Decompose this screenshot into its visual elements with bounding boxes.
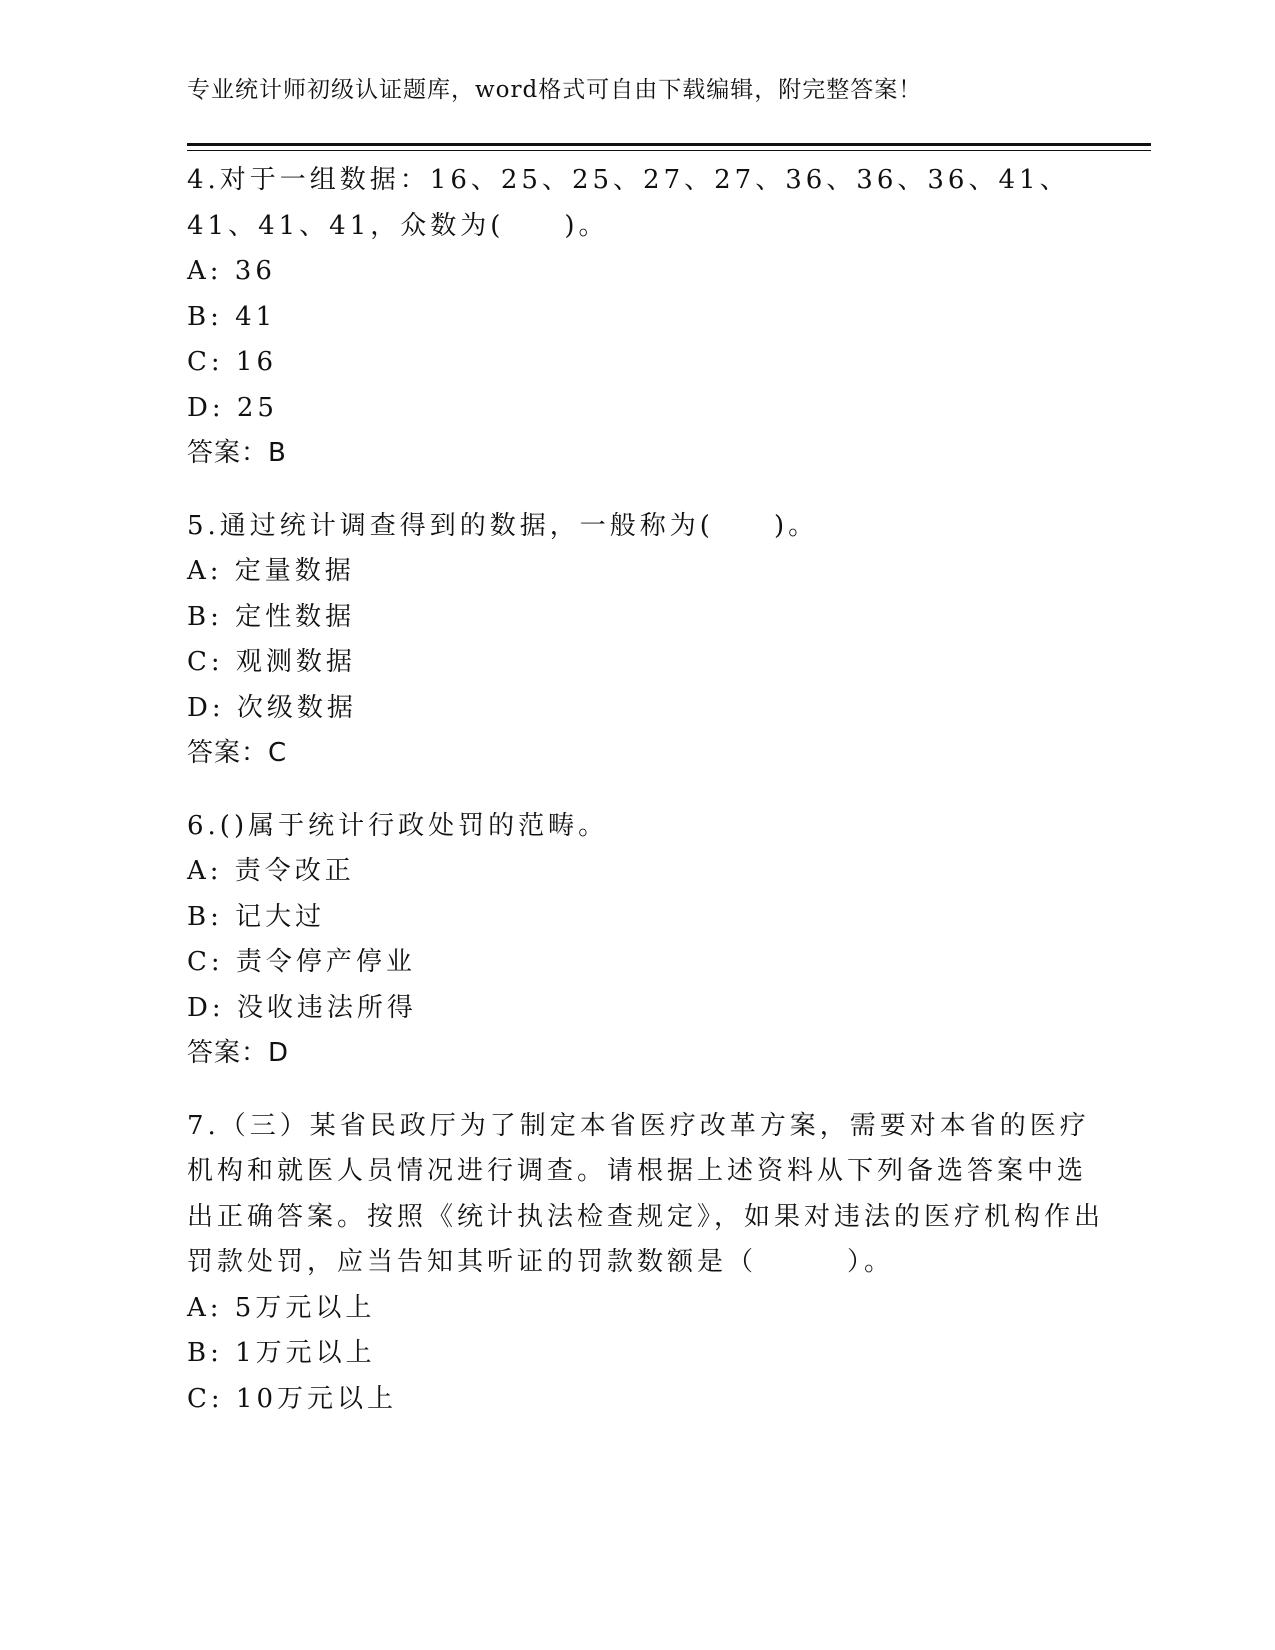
question-7: [187, 1104, 1107, 1423]
question-stem: 7.（三）某省民政厅为了制定本省医疗改革方案，需要对本省的医疗机构和就医人员情况进行调查。请根据上述资料从下列备选答案中选出正确答案。按照《统计执法检查规定》，如果对违法的医疗机构作出罚款处罚，应当告知其听证的罚款数额是（ ）。: [187, 1110, 1105, 1277]
option-d: D: 次级数据: [187, 692, 357, 723]
option-a: A: 5万元以上: [187, 1292, 376, 1323]
option-b: B: 记大过: [187, 901, 326, 932]
option-c: C: 10万元以上: [187, 1383, 398, 1414]
option-b: B: 41: [187, 301, 277, 332]
question-4: [187, 158, 1107, 477]
header-divider: [187, 143, 1151, 151]
question-5: [187, 504, 1107, 777]
option-c: C: 观测数据: [187, 647, 356, 677]
answer-line: 答案：B: [187, 438, 287, 468]
question-6: [187, 804, 1107, 1077]
question-list: [187, 158, 1107, 1449]
option-b: B: 定性数据: [187, 601, 356, 632]
answer-line: 答案：D: [187, 1038, 290, 1068]
question-stem: 5.通过统计调查得到的数据，一般称为( )。: [187, 510, 819, 541]
option-a: A: 责令改正: [187, 856, 355, 886]
option-c: C: 16: [187, 347, 278, 377]
option-a: A: 36: [187, 256, 276, 286]
option-d: D: 25: [187, 392, 278, 423]
option-b: B: 1万元以上: [187, 1338, 376, 1368]
option-d: D: 没收违法所得: [187, 992, 417, 1023]
question-stem: 6.()属于统计行政处罚的范畴。: [187, 810, 609, 841]
option-c: C: 责令停产停业: [187, 947, 416, 977]
question-stem: 4.对于一组数据：16、25、25、27、27、36、36、36、41、41、41、41，众数为( )。: [187, 165, 1070, 241]
answer-line: 答案：C: [187, 738, 288, 768]
document-header: 专业统计师初级认证题库，word格式可自由下载编辑，附完整答案！: [187, 77, 923, 103]
option-a: A: 定量数据: [187, 556, 355, 586]
